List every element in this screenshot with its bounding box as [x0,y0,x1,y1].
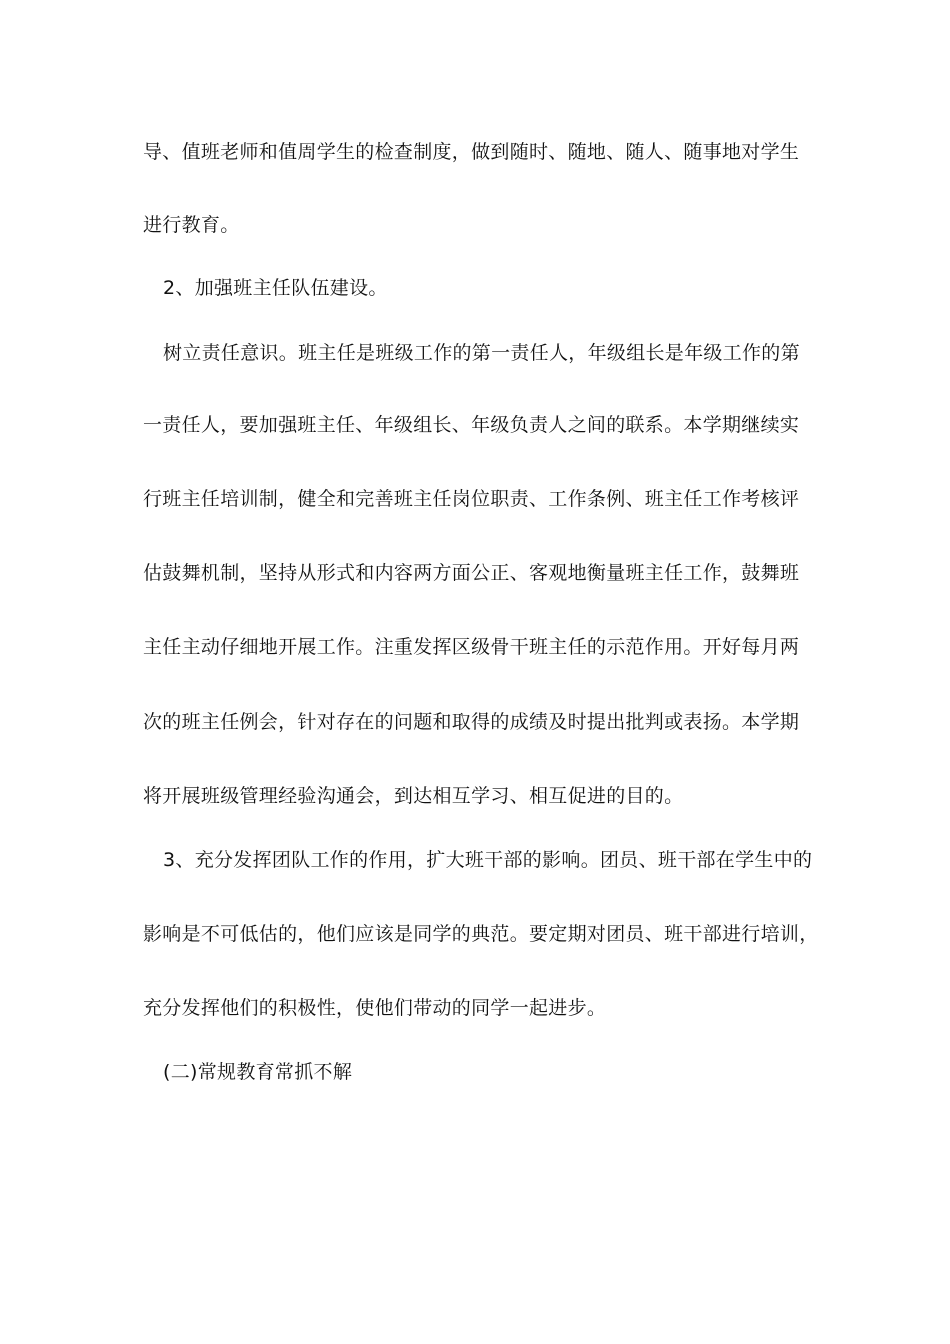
paragraph-line: 主任主动仔细地开展工作。注重发挥区级骨干班主任的示范作用。开好每月两 [143,636,800,658]
paragraph-line: 树立责任意识。班主任是班级工作的第一责任人，年级组长是年级工作的第 [163,342,800,364]
paragraph-line: 3、充分发挥团队工作的作用，扩大班干部的影响。团员、班干部在学生中的 [163,849,813,871]
paragraph-line: 导、值班老师和值周学生的检查制度，做到随时、随地、随人、随事地对学生 [143,141,800,163]
section-heading: 2、加强班主任队伍建设。 [163,277,388,299]
paragraph-line: 进行教育。 [143,214,240,236]
paragraph-line: 次的班主任例会，针对存在的问题和取得的成绩及时提出批判或表扬。本学期 [143,711,800,733]
paragraph-line: 将开展班级管理经验沟通会，到达相互学习、相互促进的目的。 [143,785,684,807]
paragraph-line: 影响是不可低估的，他们应该是同学的典范。要定期对团员、班干部进行培训， [143,923,819,945]
section-heading: (二)常规教育常抓不解 [163,1061,353,1083]
paragraph-line: 一责任人，要加强班主任、年级组长、年级负责人之间的联系。本学期继续实 [143,414,800,436]
paragraph-line: 行班主任培训制，健全和完善班主任岗位职责、工作条例、班主任工作考核评 [143,488,800,510]
paragraph-line: 估鼓舞机制，坚持从形式和内容两方面公正、客观地衡量班主任工作，鼓舞班 [143,562,800,584]
paragraph-line: 充分发挥他们的积极性，使他们带动的同学一起进步。 [143,997,607,1019]
